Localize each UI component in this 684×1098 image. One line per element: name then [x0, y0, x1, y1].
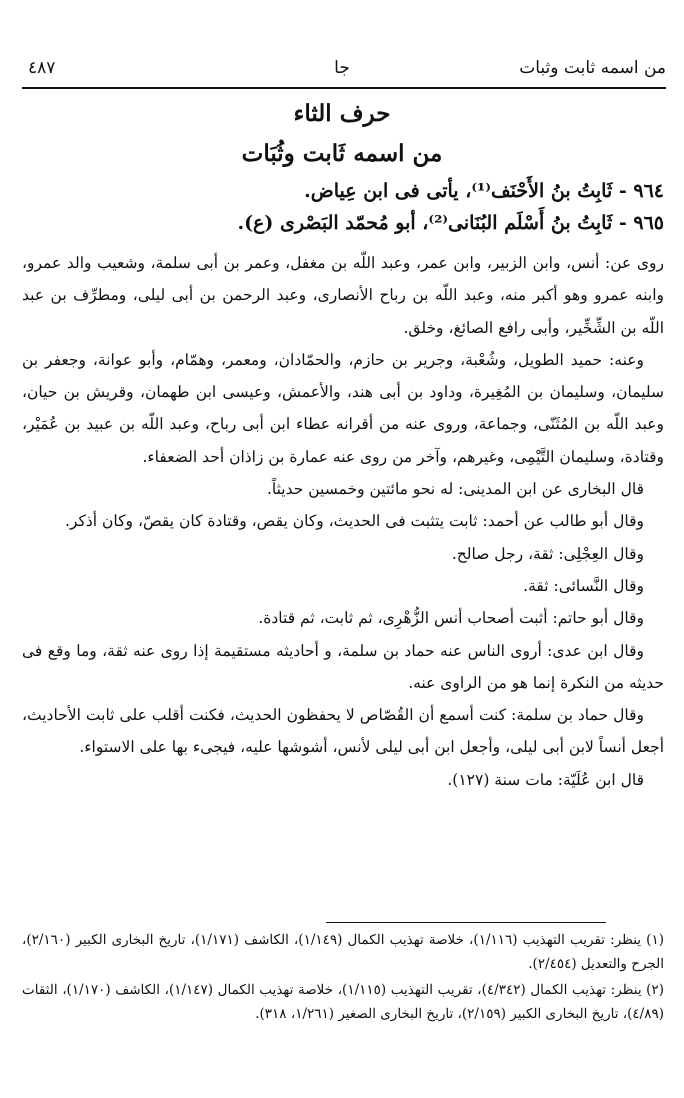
- section-heading: من اسمه ثَابت وثُبَات: [241, 140, 443, 167]
- footnote-2: (٢) ينظر: تهذيب الكمال (٤/٣٤٢)، تقريب التهذيب (١/١١٥)، خلاصة تهذيب الكمال (١/١٤٧)، الكاشف (١/١٧٠)، الثقات (٤/٨٩)، تاريخ البخارى الكبير (٢/١٥٩)، تاريخ البخارى الصغير (١/٢٦١، ٣١٨).: [22, 982, 664, 1022]
- letter-heading: حرف الثاء: [293, 100, 391, 127]
- paragraph-narrated-from: روى عن: أنس، وابن الزبير، وابن عمر، وعبد اللّه بن مغفل، وعمر بن أبى سلمة، وشعيب والد عمرو، وابنه عمرو وهو أكبر منه، وعبد اللّه بن رباح الأنصارى، وعبد الرحمن بن أبى ليلى، ومطرِّف بن عبد اللّه بن الشِّخِّير، وأبى رافع الصائغ، وخلق.: [22, 254, 664, 337]
- paragraph-hammad: وقال حماد بن سلمة: كنت أسمع أن القُصّاص لا يحفظون الحديث، فكنت أقلب على ثابت الأحاديث، أجعل أنساً لابن أبى ليلى، وأجعل ابن أبى ليلى لأنس، أشوشها عليه، فيجىء بها على الاستواء.: [22, 706, 664, 757]
- paragraph-death-year: قال ابن عُلَيّة: مات سنة (١٢٧).: [447, 770, 644, 789]
- footnote-rule: [326, 922, 606, 923]
- footnote-1: (١) ينظر: تقريب التهذيب (١/١١٦)، خلاصة تهذيب الكمال (١/١٤٩)، الكاشف (١/١٧١)، تاريخ البخارى الكبير (٢/١٦٠)، الجرح والتعديل (٢/٤٥٤).: [22, 932, 664, 972]
- paragraph-abu-hatim: وقال أبو حاتم: أثبت أصحاب أنس الزُّهْرِى، ثم ثابت، ثم قتادة.: [258, 609, 644, 628]
- running-title: من اسمه ثابت وثبات: [519, 58, 666, 78]
- entry-964: ٩٦٤ - ثَابِتُ بنُ الأَحْنَف⁽¹⁾، يأتى فى ابن عِياض.: [304, 180, 664, 202]
- paragraph-ibn-adi: وقال ابن عدى: أروى الناس عنه حماد بن سلمة، و أحاديثه مستقيمة إذا روى عنه ثقة، وما وقع فى حديثه من النكرة إنما هو من الراوى عنه.: [22, 641, 664, 692]
- header-rule: [22, 87, 666, 89]
- page-number: ٤٨٧: [28, 58, 56, 78]
- entry-body: [22, 247, 664, 796]
- footnotes: [22, 928, 664, 1028]
- entry-965: ٩٦٥ - ثَابِتُ بنُ أَسْلَم البُنَانى⁽²⁾، أبو مُحمّد البَصْرى (ع).: [237, 212, 664, 234]
- volume-marker: جا: [334, 58, 350, 78]
- paragraph-nasai: وقال النَّسائى: ثقة.: [523, 576, 644, 595]
- paragraph-narrators: وعنه: حميد الطويل، وشُعْبة، وجرير بن حازم، والحمّادان، ومعمر، وهمّام، وأبو عوانة، وجعفر بن سليمان، وسليمان بن المُغِيرة، وداود بن أبى هند، والأعمش، وعيسى ابن طهمان، وقريش بن حيان، وعبد اللّه بن المُثَنّى، وجماعة، وروى عنه من أقرانه عطاء ابن أبى رباح، وعبد اللّه بن عبيد بن عُمَيْر، وقتادة، وسليمان التَّيْمِى، وغيرهم، وآخر من روى عنه عمارة بن زاذان أحد الضعفاء.: [22, 350, 664, 466]
- paragraph-ijli: وقال العِجْلِى: ثقة، رجل صالح.: [451, 544, 644, 563]
- paragraph-bukhari: قال البخارى عن ابن المدينى: له نحو مائتين وخمسين حديثاً.: [266, 480, 644, 499]
- paragraph-abu-talib: وقال أبو طالب عن أحمد: ثابت يتثبت فى الحديث، وكان يقص، وقتادة كان يقصّ، وكان أذكر.: [65, 512, 644, 531]
